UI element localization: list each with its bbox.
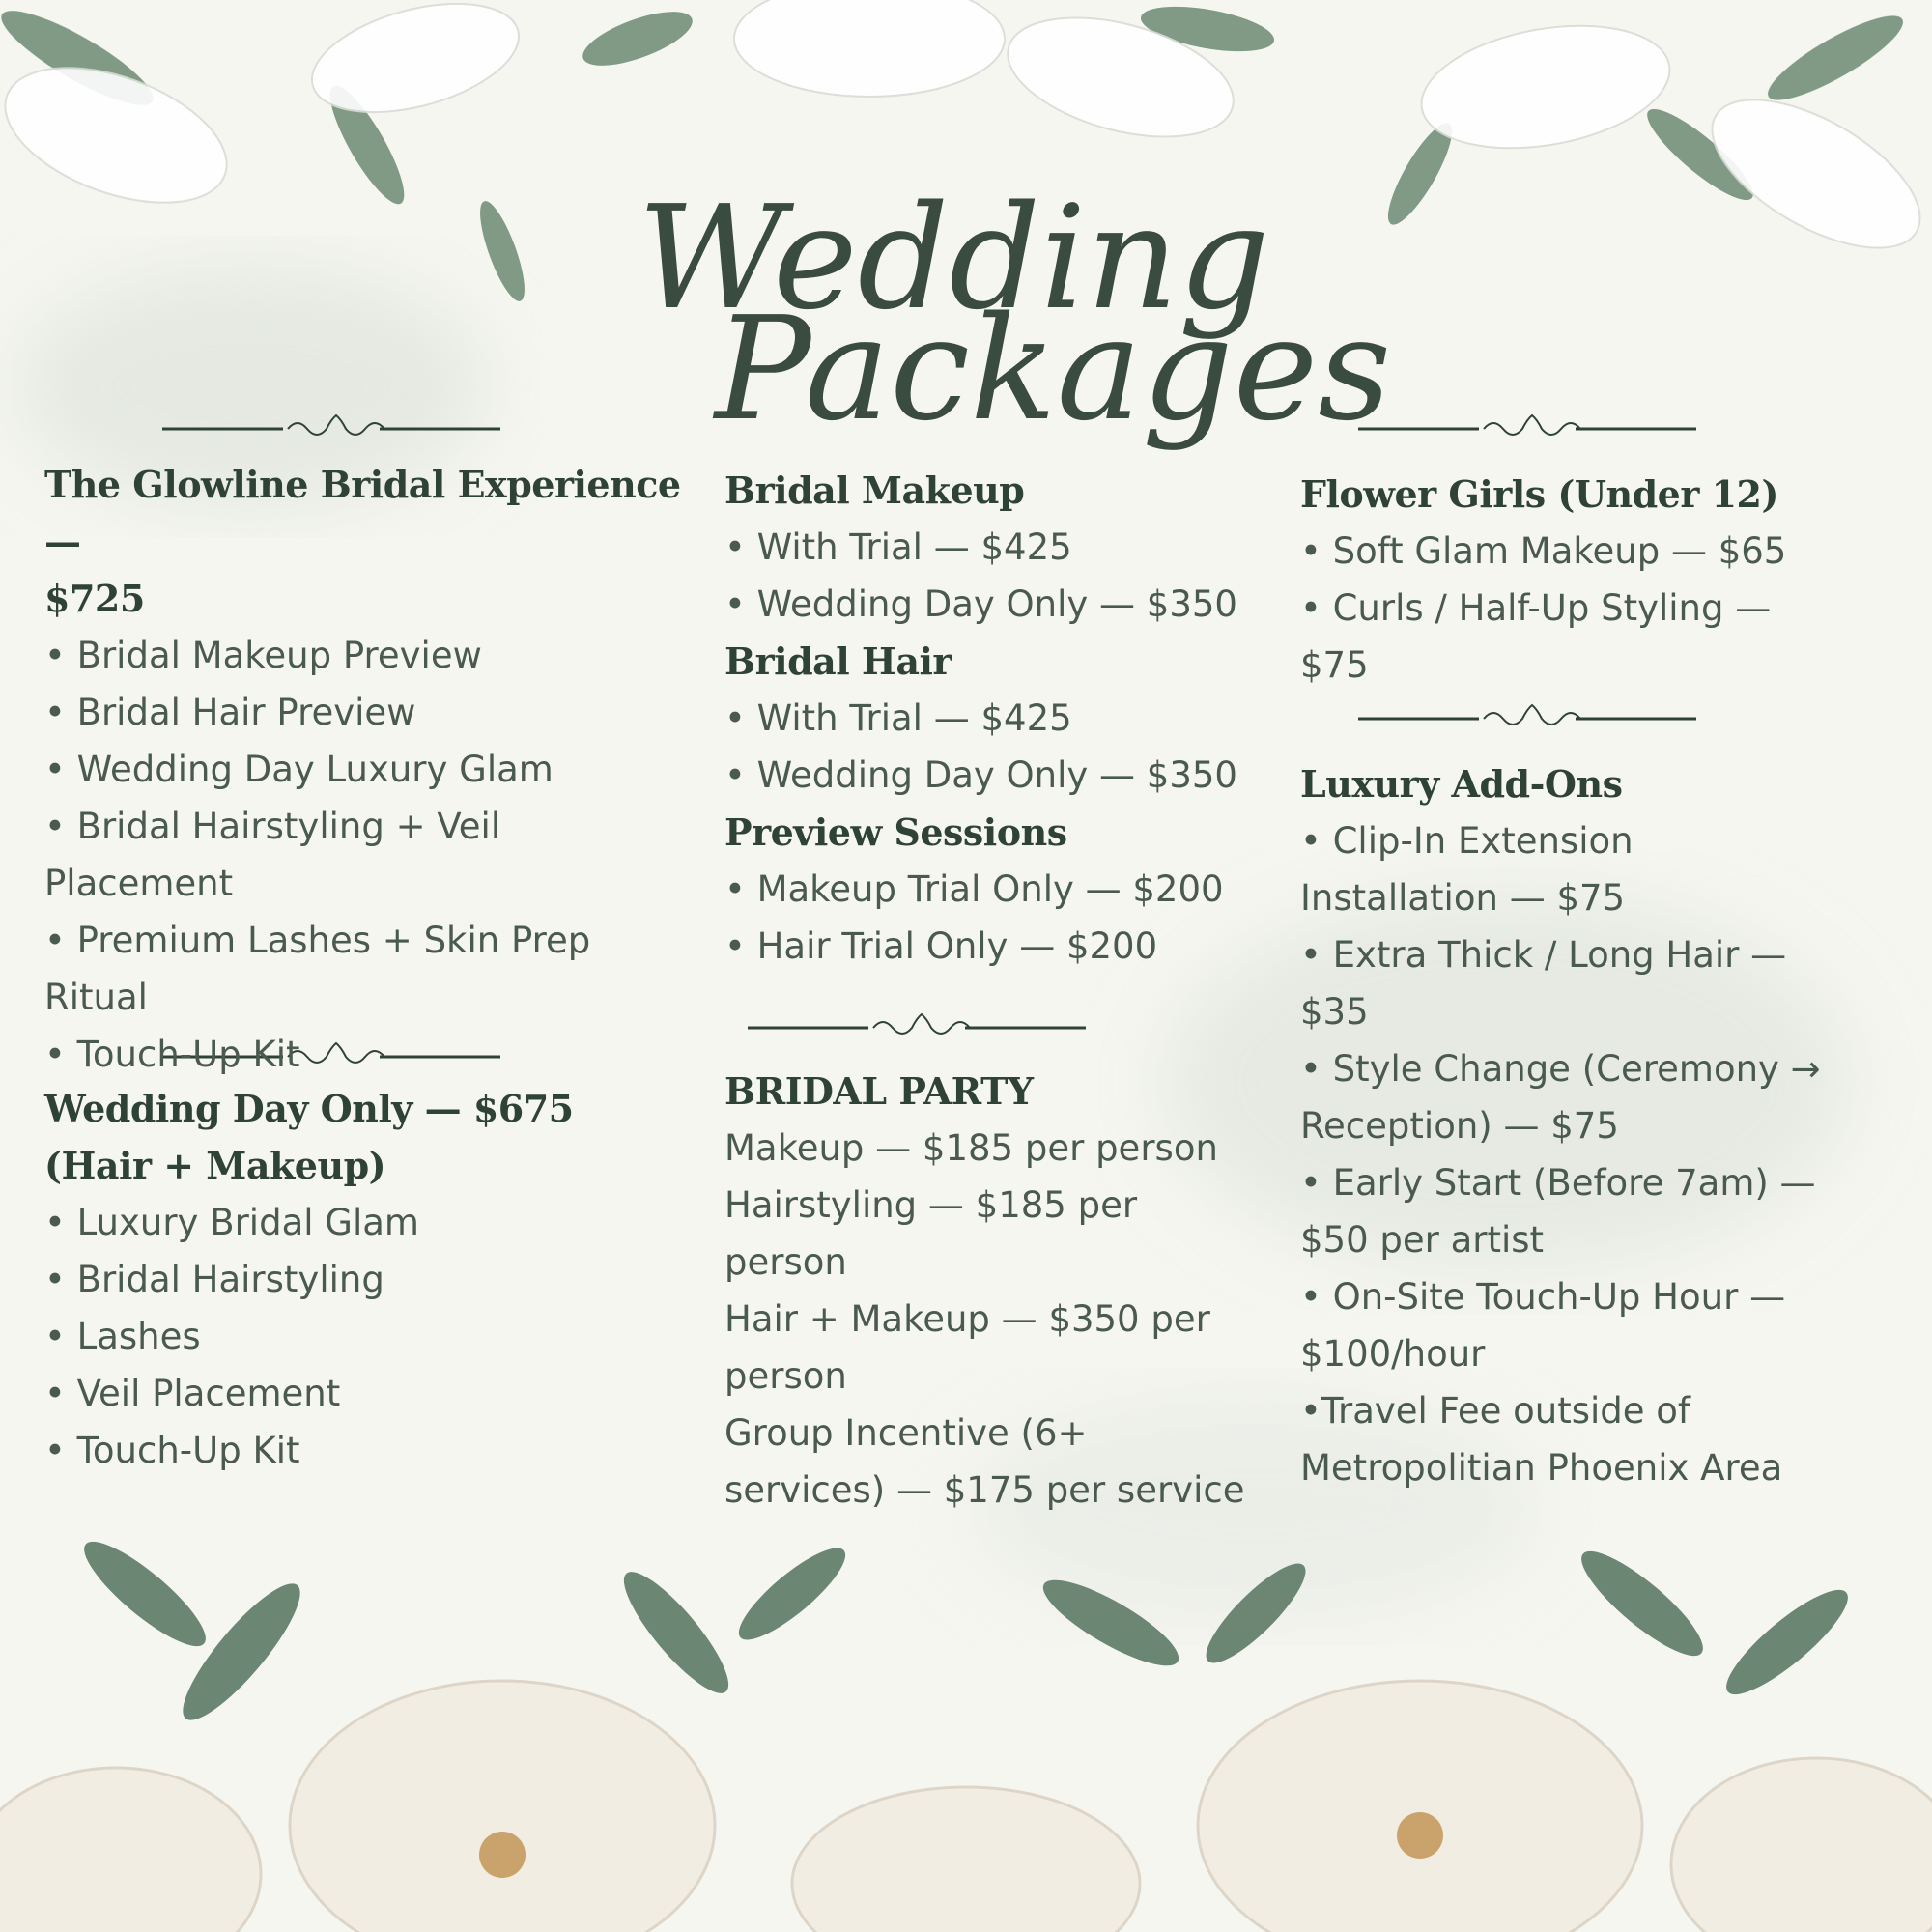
column-bridal-party — [724, 1063, 1285, 1519]
list-item: Reception) — $75 — [1300, 1105, 1619, 1147]
list-item: Installation — $75 — [1300, 877, 1626, 919]
list-item: $35 — [1300, 991, 1369, 1033]
package-wedding-day — [44, 1080, 682, 1479]
title-line-2: Packages — [715, 286, 1392, 453]
list-item: • Bridal Hairstyling — [44, 1259, 384, 1300]
list-item: • Curls / Half-Up Styling — — [1300, 587, 1772, 629]
list-item: Group Incentive (6+ — [724, 1412, 1088, 1454]
bottom-floral-decoration — [0, 1507, 1932, 1932]
list-item: • Bridal Hair Preview — [44, 692, 416, 733]
package-glowline — [44, 456, 682, 1083]
list-item: • Veil Placement — [44, 1373, 341, 1414]
list-item: Hairstyling — $185 per — [724, 1184, 1138, 1226]
list-item: • Bridal Makeup Preview — [44, 635, 482, 676]
list-item: Makeup — $185 per person — [724, 1127, 1218, 1169]
list-item: • Style Change (Ceremony → — [1300, 1048, 1821, 1090]
list-item: • Hair Trial Only — $200 — [724, 925, 1158, 967]
list-item: • With Trial — $425 — [724, 526, 1072, 568]
list-item: • Early Start (Before 7am) — — [1300, 1162, 1816, 1204]
column-flower-girls — [1300, 466, 1899, 694]
list-item: • Soft Glam Makeup — $65 — [1300, 530, 1787, 572]
ornament-divider — [748, 1012, 1086, 1043]
list-item: • Wedding Day Only — $350 — [724, 583, 1237, 625]
column-add-ons — [1300, 755, 1899, 1496]
list-item: Placement — [44, 863, 234, 904]
list-item: • Luxury Bridal Glam — [44, 1202, 419, 1243]
list-item: • Premium Lashes + Skin Prep — [44, 920, 591, 961]
package-heading: The Glowline Bridal Experience — — [44, 463, 681, 563]
ornament-divider — [1358, 703, 1696, 734]
list-item: • Lashes — [44, 1316, 201, 1357]
list-item: • With Trial — $425 — [724, 697, 1072, 739]
ornament-divider — [162, 413, 500, 444]
section-heading: Luxury Add-Ons — [1300, 762, 1623, 806]
list-item: •Travel Fee outside of — [1300, 1390, 1690, 1432]
title-line-1: Wedding — [638, 175, 1270, 341]
ornament-divider — [1358, 413, 1696, 444]
list-item: • Wedding Day Luxury Glam — [44, 749, 554, 790]
section-heading: Preview Sessions — [724, 810, 1067, 854]
page-title — [618, 175, 1392, 493]
list-item: $50 per artist — [1300, 1219, 1545, 1261]
package-heading: Wedding Day Only — $675 — [44, 1087, 574, 1130]
list-item: person — [724, 1355, 847, 1397]
list-item: • Makeup Trial Only — $200 — [724, 868, 1224, 910]
list-item: Metropolitian Phoenix Area — [1300, 1447, 1783, 1489]
list-item: • Clip-In Extension — [1300, 820, 1634, 862]
section-heading: Flower Girls (Under 12) — [1300, 472, 1778, 516]
package-heading: $725 — [44, 577, 145, 620]
column-packages — [44, 456, 682, 1083]
list-item: • Extra Thick / Long Hair — — [1300, 934, 1787, 976]
section-heading: BRIDAL PARTY — [724, 1069, 1034, 1113]
list-item: person — [724, 1241, 847, 1283]
list-item: $100/hour — [1300, 1333, 1486, 1375]
list-item: Ritual — [44, 977, 148, 1018]
column-services — [724, 462, 1285, 975]
section-heading: Bridal Hair — [724, 639, 952, 683]
list-item: $75 — [1300, 644, 1369, 686]
list-item: • Bridal Hairstyling + Veil — [44, 806, 501, 847]
list-item: • Touch-Up Kit — [44, 1430, 300, 1471]
list-item: Hair + Makeup — $350 per — [724, 1298, 1210, 1340]
list-item: • Touch-Up Kit — [44, 1034, 300, 1075]
list-item: • On-Site Touch-Up Hour — — [1300, 1276, 1786, 1318]
package-heading: (Hair + Makeup) — [44, 1144, 386, 1187]
list-item: • Wedding Day Only — $350 — [724, 754, 1237, 796]
section-heading: Bridal Makeup — [724, 469, 1025, 512]
list-item: services) — $175 per service — [724, 1469, 1245, 1511]
column-packages-2 — [44, 1080, 682, 1479]
